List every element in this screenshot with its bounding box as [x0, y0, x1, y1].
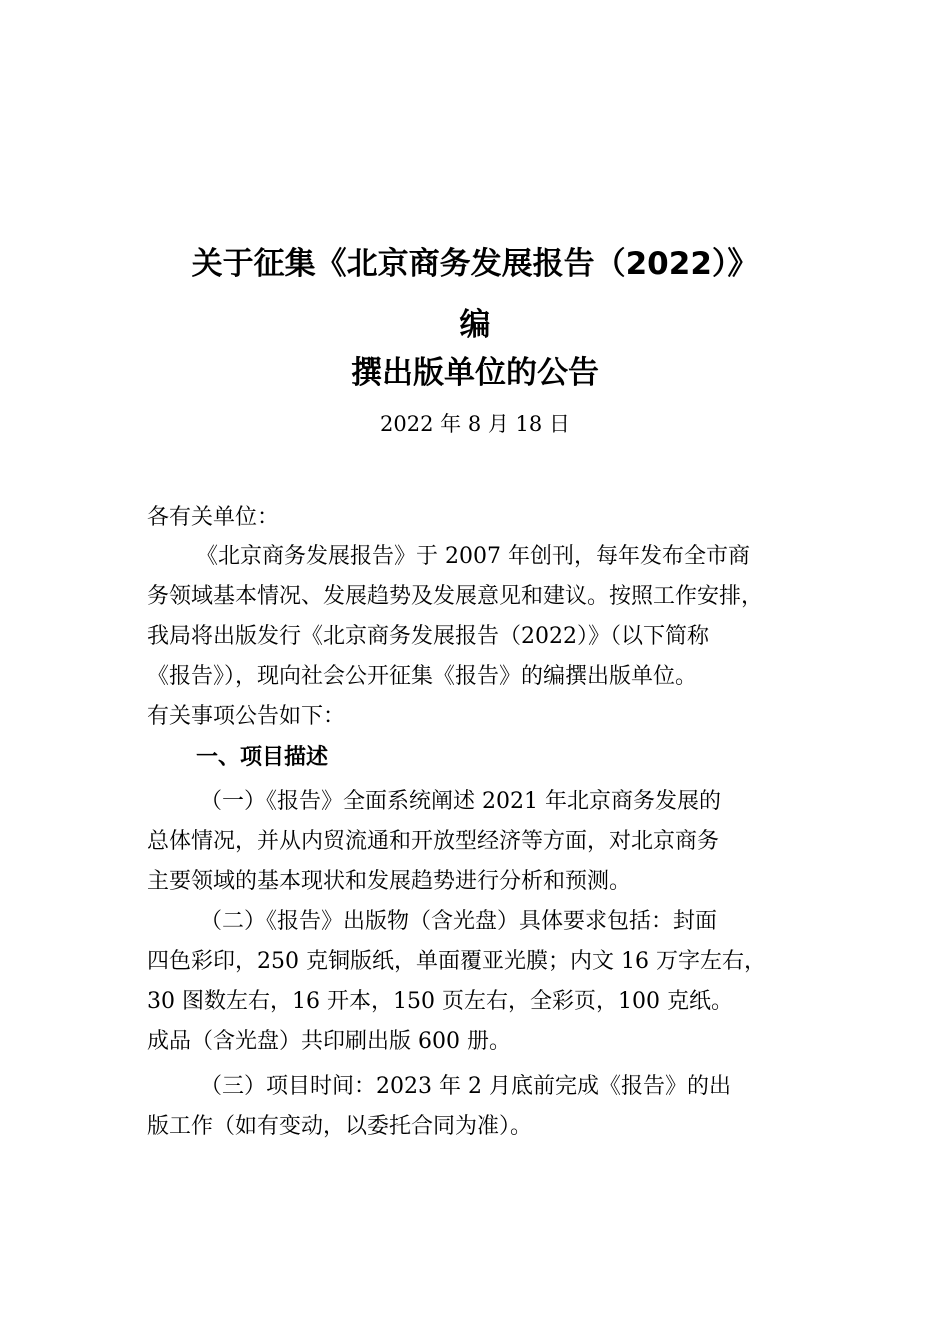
- item-3-line: 版工作（如有变动，以委托合同为准）。: [147, 1114, 533, 1139]
- item-2-line: 四色彩印，250 克铜版纸，单面覆亚光膜；内文 16 万字左右，: [147, 949, 766, 974]
- salutation: 各有关单位：: [147, 505, 280, 530]
- intro-line: 我局将出版发行《北京商务发展报告（2022）》（以下简称: [147, 624, 709, 649]
- publish-date: 2022 年 8 月 18 日: [380, 412, 570, 436]
- intro-line: 《北京商务发展报告》于 2007 年创刊，每年发布全市商: [196, 544, 750, 569]
- intro-line: 务领域基本情况、发展趋势及发展意见和建议。按照工作安排，: [147, 584, 764, 609]
- intro-line: 有关事项公告如下：: [147, 704, 346, 729]
- item-2-line: 30 图数左右，16 开本，150 页左右，全彩页，100 克纸。: [147, 989, 733, 1014]
- item-1-line: 主要领域的基本现状和发展趋势进行分析和预测。: [147, 869, 632, 894]
- title-line-2: 编: [459, 307, 491, 343]
- item-3-line: （三）项目时间：2023 年 2 月底前完成《报告》的出: [200, 1074, 731, 1099]
- title-line-1: 关于征集《北京商务发展报告（2022）》: [191, 246, 759, 282]
- item-2-line: 成品（含光盘）共印刷出版 600 册。: [147, 1029, 511, 1054]
- item-1-line: （一）《报告》全面系统阐述 2021 年北京商务发展的: [200, 789, 721, 814]
- item-1-line: 总体情况，并从内贸流通和开放型经济等方面，对北京商务: [147, 829, 720, 854]
- title-line-3: 撰出版单位的公告: [351, 355, 599, 391]
- item-2-line: （二）《报告》出版物（含光盘）具体要求包括：封面: [200, 909, 718, 934]
- section-heading: 一、项目描述: [196, 745, 329, 770]
- intro-line: 《报告》），现向社会公开征集《报告》的编撰出版单位。: [147, 664, 698, 689]
